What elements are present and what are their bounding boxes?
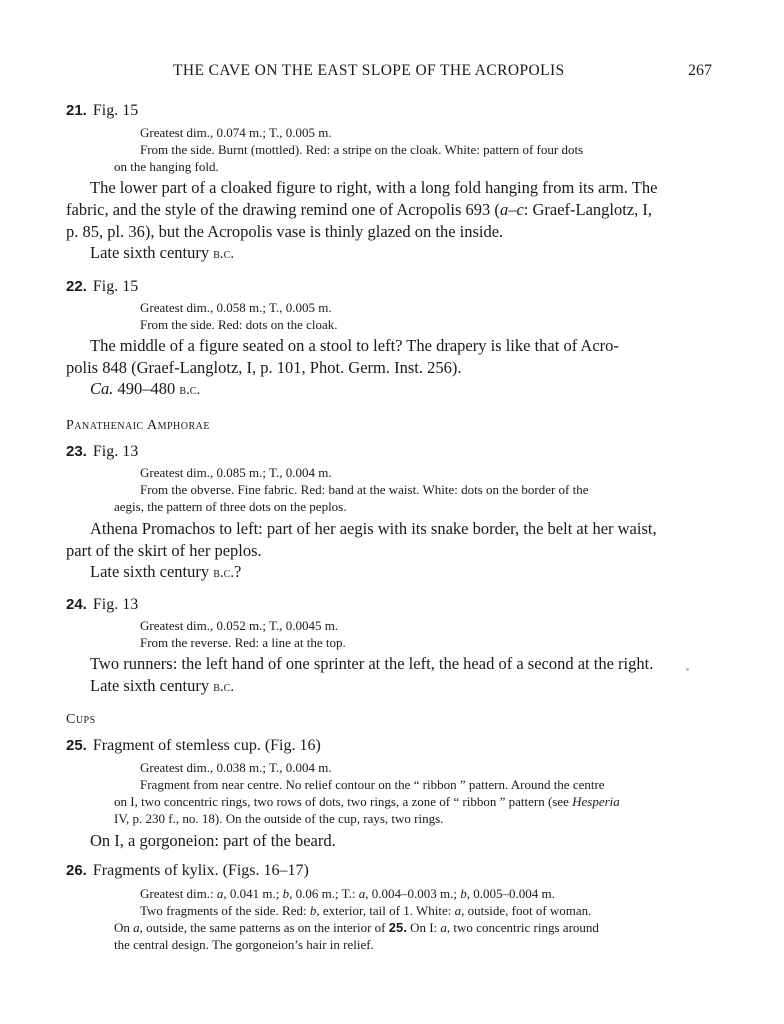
section-heading-cups: Cups	[66, 712, 96, 727]
description-line: From the side. Red: dots on the cloak.	[140, 317, 338, 332]
entry-22-date: Ca. 490–480 b.c.	[90, 379, 201, 398]
description-line: Fragment from near centre. No relief contour on the “ ribbon ” pattern. Around the centre	[140, 777, 605, 792]
entry-25-text	[90, 830, 718, 852]
dimensions-line: Greatest dim.: a, 0.041 m.; b, 0.06 m.; T.: a, 0.004–0.003 m.; b, 0.005–0.004 m.	[140, 886, 555, 901]
description-line: on the hanging fold.	[114, 159, 219, 174]
description-line: Two fragments of the side. Red: b, exterior, tail of 1. White: a, outside, foot of woman.	[140, 903, 592, 918]
entry-number: 26.	[66, 862, 87, 879]
entry-title: Fragment of stemless cup. (Fig. 16)	[92, 737, 321, 754]
entry-title: Fig. 13	[92, 596, 139, 613]
entry-number: 21.	[66, 102, 87, 119]
running-title: THE CAVE ON THE EAST SLOPE OF THE ACROPOLIS	[173, 62, 565, 79]
entry-26-heading	[66, 862, 309, 880]
entry-24-date: Late sixth century b.c.	[90, 676, 235, 695]
entry-number: 24.	[66, 596, 87, 613]
dimensions-line: Greatest dim., 0.085 m.; T., 0.004 m.	[140, 465, 332, 480]
description-line: the central design. The gorgoneion’s hair in relief.	[114, 937, 374, 952]
entry-26-details	[114, 885, 720, 953]
entry-number: 23.	[66, 443, 87, 460]
entry-number: 22.	[66, 278, 87, 295]
entry-22-text	[66, 335, 718, 379]
text-line: polis 848 (Graef-Langlotz, I, p. 101, Phot. Germ. Inst. 256).	[66, 358, 462, 377]
entry-25-heading	[66, 737, 321, 755]
page-number: 267	[688, 62, 712, 79]
entry-23-details	[114, 464, 720, 515]
entry-21-heading	[66, 102, 138, 120]
entry-21-text	[66, 177, 718, 243]
description-line: From the side. Burnt (mottled). Red: a stripe on the cloak. White: pattern of four dots	[140, 142, 584, 157]
entry-24-heading	[66, 596, 138, 614]
paper-speck	[686, 668, 689, 671]
entry-23-date: Late sixth century b.c.?	[90, 562, 242, 581]
description-line: on I, two concentric rings, two rows of dots, two rings, a zone of “ ribbon ” pattern (see Hesperia	[114, 794, 620, 809]
text-line: The lower part of a cloaked figure to right, with a long fold hanging from its arm. The	[90, 178, 658, 197]
dimensions-line: Greatest dim., 0.074 m.; T., 0.005 m.	[140, 125, 332, 140]
text-line: fabric, and the style of the drawing remind one of Acropolis 693 (a–c: Graef-Langlotz, I,	[66, 200, 653, 219]
description-line: On a, outside, the same patterns as on the interior of 25. On I: a, two concentric rings around	[114, 920, 599, 935]
text-line: On I, a gorgoneion: part of the beard.	[90, 831, 336, 850]
page-header	[0, 62, 784, 86]
text-line: Athena Promachos to left: part of her aegis with its snake border, the belt at her waist,	[90, 519, 657, 538]
entry-24-text	[90, 653, 718, 675]
dimensions-line: Greatest dim., 0.038 m.; T., 0.004 m.	[140, 760, 332, 775]
entry-title: Fig. 15	[92, 278, 139, 295]
entry-22-heading	[66, 278, 138, 296]
description-line: From the reverse. Red: a line at the top.	[140, 635, 346, 650]
entry-22-details	[114, 299, 720, 333]
entry-25-details	[114, 759, 720, 827]
description-line: aegis, the pattern of three dots on the peplos.	[114, 499, 347, 514]
description-line: From the obverse. Fine fabric. Red: band at the waist. White: dots on the border of the	[140, 482, 589, 497]
entry-title: Fig. 15	[92, 102, 139, 119]
entry-number: 25.	[66, 737, 87, 754]
text-line: p. 85, pl. 36), but the Acropolis vase is thinly glazed on the inside.	[66, 222, 504, 241]
dimensions-line: Greatest dim., 0.058 m.; T., 0.005 m.	[140, 300, 332, 315]
entry-21-details	[114, 124, 720, 175]
text-line: part of the skirt of her peplos.	[66, 541, 262, 560]
text-line: The middle of a figure seated on a stool to left? The drapery is like that of Acro-	[90, 336, 619, 355]
entry-title: Fig. 13	[92, 443, 139, 460]
text-line: Two runners: the left hand of one sprinter at the left, the head of a second at the right.	[90, 654, 654, 673]
entry-23-heading	[66, 443, 138, 461]
section-heading-panathenaic-amphorae: Panathenaic Amphorae	[66, 418, 210, 433]
entry-title: Fragments of kylix. (Figs. 16–17)	[92, 862, 309, 879]
entry-21-date: Late sixth century b.c.	[90, 243, 235, 262]
entry-23-text	[66, 518, 718, 562]
entry-24-details	[114, 617, 720, 651]
description-line: IV, p. 230 f., no. 18). On the outside of the cup, rays, two rings.	[114, 811, 444, 826]
dimensions-line: Greatest dim., 0.052 m.; T., 0.0045 m.	[140, 618, 339, 633]
